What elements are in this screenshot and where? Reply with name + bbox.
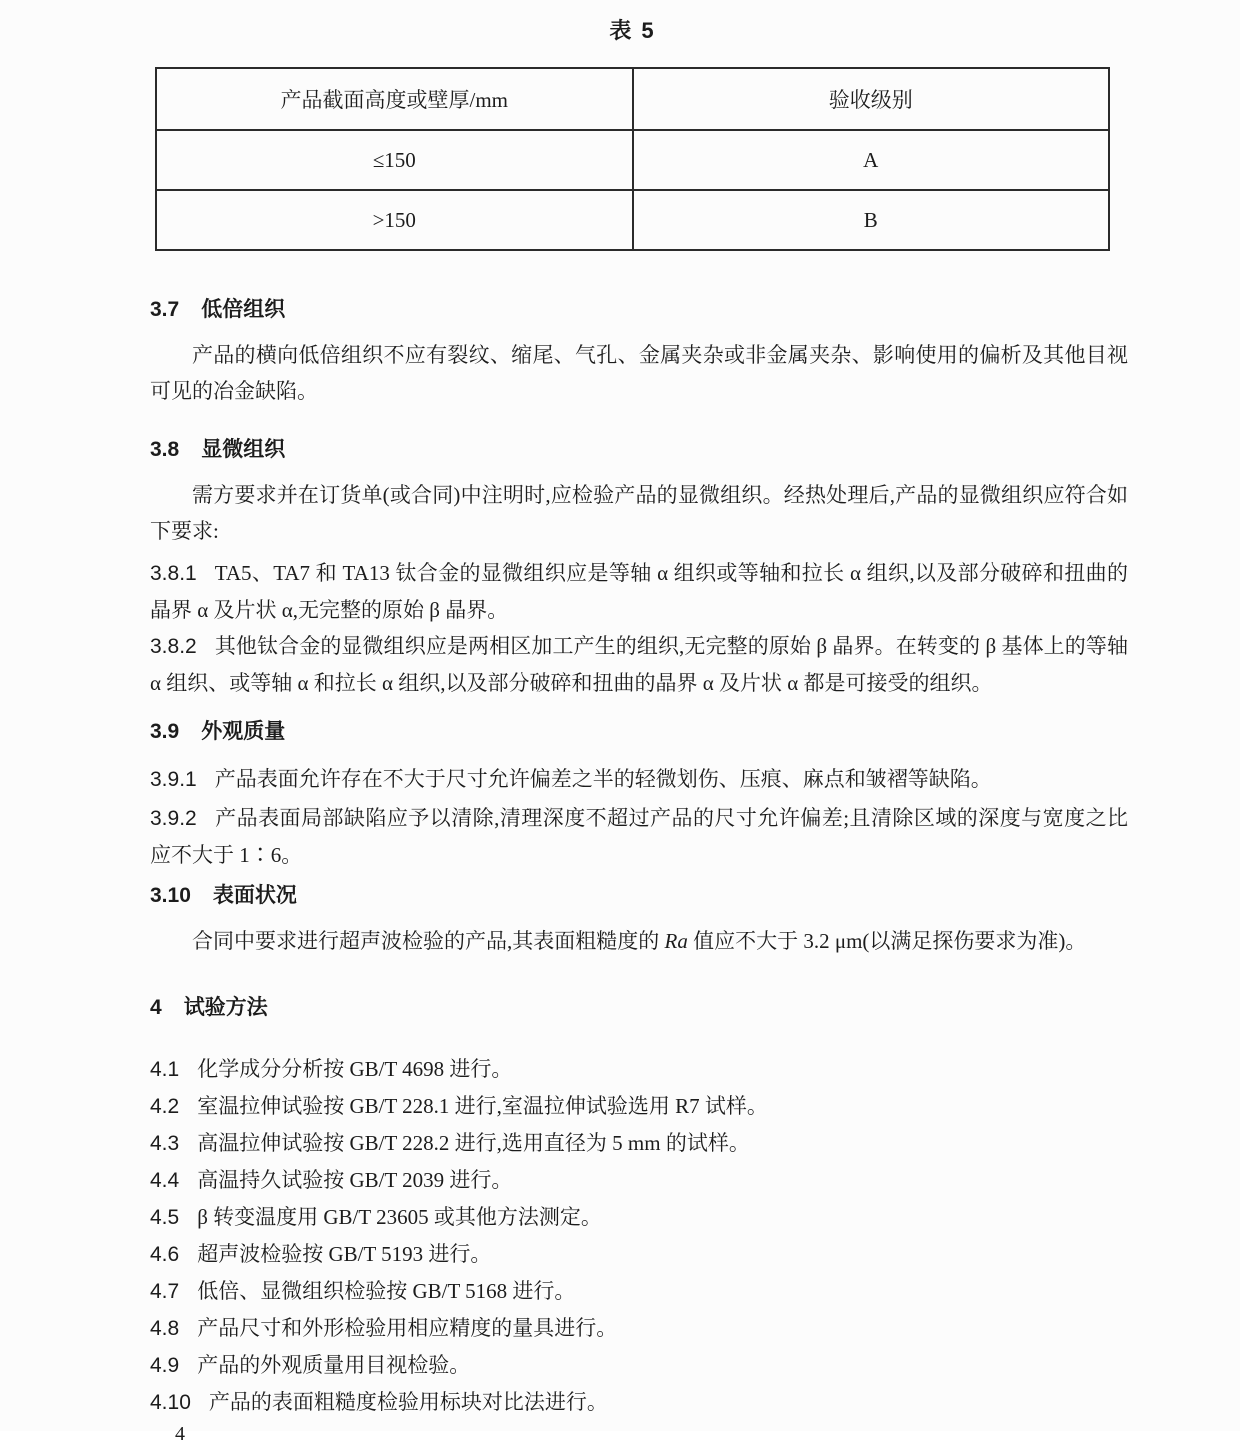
- clause-text: 高温持久试验按 GB/T 2039 进行。: [197, 1168, 513, 1192]
- clause-3-9-2: [150, 800, 1128, 873]
- clause-text: 产品的外观质量用目视检验。: [197, 1353, 471, 1377]
- section-number: 3.8: [150, 438, 180, 461]
- section-number: 3.10: [150, 884, 191, 907]
- section-heading-3-8: [150, 437, 1128, 463]
- table-header-row: [156, 68, 1109, 130]
- clause-text: 高温拉伸试验按 GB/T 228.2 进行,选用直径为 5 mm 的试样。: [197, 1131, 750, 1155]
- clause-text: 产品表面允许存在不大于尺寸允许偏差之半的轻微划伤、压痕、麻点和皱褶等缺陷。: [214, 767, 992, 791]
- table-row: [156, 130, 1109, 190]
- clause-3-8-2: [150, 628, 1128, 701]
- clause-text: 产品的表面粗糙度检验用标块对比法进行。: [208, 1390, 608, 1414]
- cell-grade-b: B: [633, 190, 1110, 250]
- clause-number: 3.8.2: [150, 635, 197, 658]
- test-method-item-4-7: [150, 1273, 1128, 1310]
- test-method-item-4-5: [150, 1199, 1128, 1236]
- section-number: 3.9: [150, 720, 180, 743]
- clause-number: 4.3: [150, 1132, 180, 1155]
- test-method-item-4-9: [150, 1347, 1128, 1384]
- section-heading-3-9: [150, 719, 1128, 745]
- test-method-item-4-6: [150, 1236, 1128, 1273]
- clause-number: 4.4: [150, 1169, 180, 1192]
- clause-text: 其他钛合金的显微组织应是两相区加工产生的组织,无完整的原始 β 晶界。在转变的 β 基体上的等轴 α 组织、或等轴 α 和拉长 α 组织,以及部分破碎和扭曲的晶界 α 及片状 α 都是可接受的组织。: [150, 634, 1128, 695]
- test-method-item-4-10: [150, 1384, 1128, 1421]
- clause-number: 4.9: [150, 1354, 180, 1377]
- test-method-list: [150, 1051, 1128, 1421]
- clause-number: 3.9.1: [150, 768, 197, 791]
- test-method-item-4-1: [150, 1051, 1128, 1088]
- clause-text: 产品表面局部缺陷应予以清除,清理深度不超过产品的尺寸允许偏差;且清除区域的深度与宽度之比应不大于 1∶6。: [150, 806, 1128, 867]
- paragraph-3-7: 产品的横向低倍组织不应有裂纹、缩尾、气孔、金属夹杂或非金属夹杂、影响使用的偏析及其他目视可见的冶金缺陷。: [150, 343, 1128, 403]
- table-caption: 表 5: [609, 18, 656, 43]
- test-method-item-4-2: [150, 1088, 1128, 1125]
- cell-height-gt150: >150: [156, 190, 633, 250]
- clause-number: 4.10: [150, 1391, 191, 1414]
- section-heading-3-10: [150, 883, 1128, 909]
- test-method-item-4-4: [150, 1162, 1128, 1199]
- page-number: 4: [175, 1423, 185, 1445]
- section-number: 3.7: [150, 298, 180, 321]
- section-title: 试验方法: [183, 996, 268, 1019]
- clause-number: 4.5: [150, 1206, 180, 1229]
- test-method-item-4-8: [150, 1310, 1128, 1347]
- clause-text: 产品尺寸和外形检验用相应精度的量具进行。: [197, 1316, 618, 1340]
- clause-text: β 转变温度用 GB/T 23605 或其他方法测定。: [197, 1205, 602, 1229]
- clause-number: 3.8.1: [150, 562, 197, 585]
- clause-text: TA5、TA7 和 TA13 钛合金的显微组织应是等轴 α 组织或等轴和拉长 α 组织,以及部分破碎和扭曲的晶界 α 及片状 α,无完整的原始 β 晶界。: [150, 561, 1128, 622]
- section-number: 4: [150, 996, 162, 1019]
- clause-text: 低倍、显微组织检验按 GB/T 5168 进行。: [197, 1279, 576, 1303]
- section-heading-3-7: [150, 297, 1128, 323]
- section-heading-4: [150, 995, 1128, 1021]
- paragraph-text: 值应不大于 3.2 μm(以满足探伤要求为准)。: [687, 929, 1087, 953]
- clause-number: 4.2: [150, 1095, 180, 1118]
- clause-number: 3.9.2: [150, 807, 197, 830]
- paragraph-3-8: 需方要求并在订货单(或合同)中注明时,应检验产品的显微组织。经热处理后,产品的显微组织应符合如下要求:: [150, 483, 1128, 543]
- clause-text: 室温拉伸试验按 GB/T 228.1 进行,室温拉伸试验选用 R7 试样。: [197, 1094, 768, 1118]
- clause-text: 超声波检验按 GB/T 5193 进行。: [197, 1242, 492, 1266]
- paragraph-text: 合同中要求进行超声波检验的产品,其表面粗糙度的: [192, 929, 665, 953]
- clause-3-8-1: [150, 555, 1128, 628]
- clause-number: 4.8: [150, 1317, 180, 1340]
- ra-symbol: Ra: [664, 929, 688, 953]
- cell-grade-a: A: [633, 130, 1110, 190]
- section-title: 外观质量: [201, 720, 286, 743]
- clause-number: 4.6: [150, 1243, 180, 1266]
- clause-text: 化学成分分析按 GB/T 4698 进行。: [197, 1057, 513, 1081]
- clause-number: 4.7: [150, 1280, 180, 1303]
- section-title: 表面状况: [212, 884, 297, 907]
- col-header-acceptance-grade: 验收级别: [633, 68, 1110, 130]
- clause-3-9-1: [150, 761, 1128, 798]
- paragraph-3-10: [150, 923, 1128, 959]
- test-method-item-4-3: [150, 1125, 1128, 1162]
- section-title: 显微组织: [201, 438, 286, 461]
- cell-height-le150: ≤150: [156, 130, 633, 190]
- clause-number: 4.1: [150, 1058, 180, 1081]
- col-header-section-height: 产品截面高度或壁厚/mm: [156, 68, 633, 130]
- section-title: 低倍组织: [201, 298, 286, 321]
- acceptance-grade-table: [155, 67, 1110, 251]
- table-row: [156, 190, 1109, 250]
